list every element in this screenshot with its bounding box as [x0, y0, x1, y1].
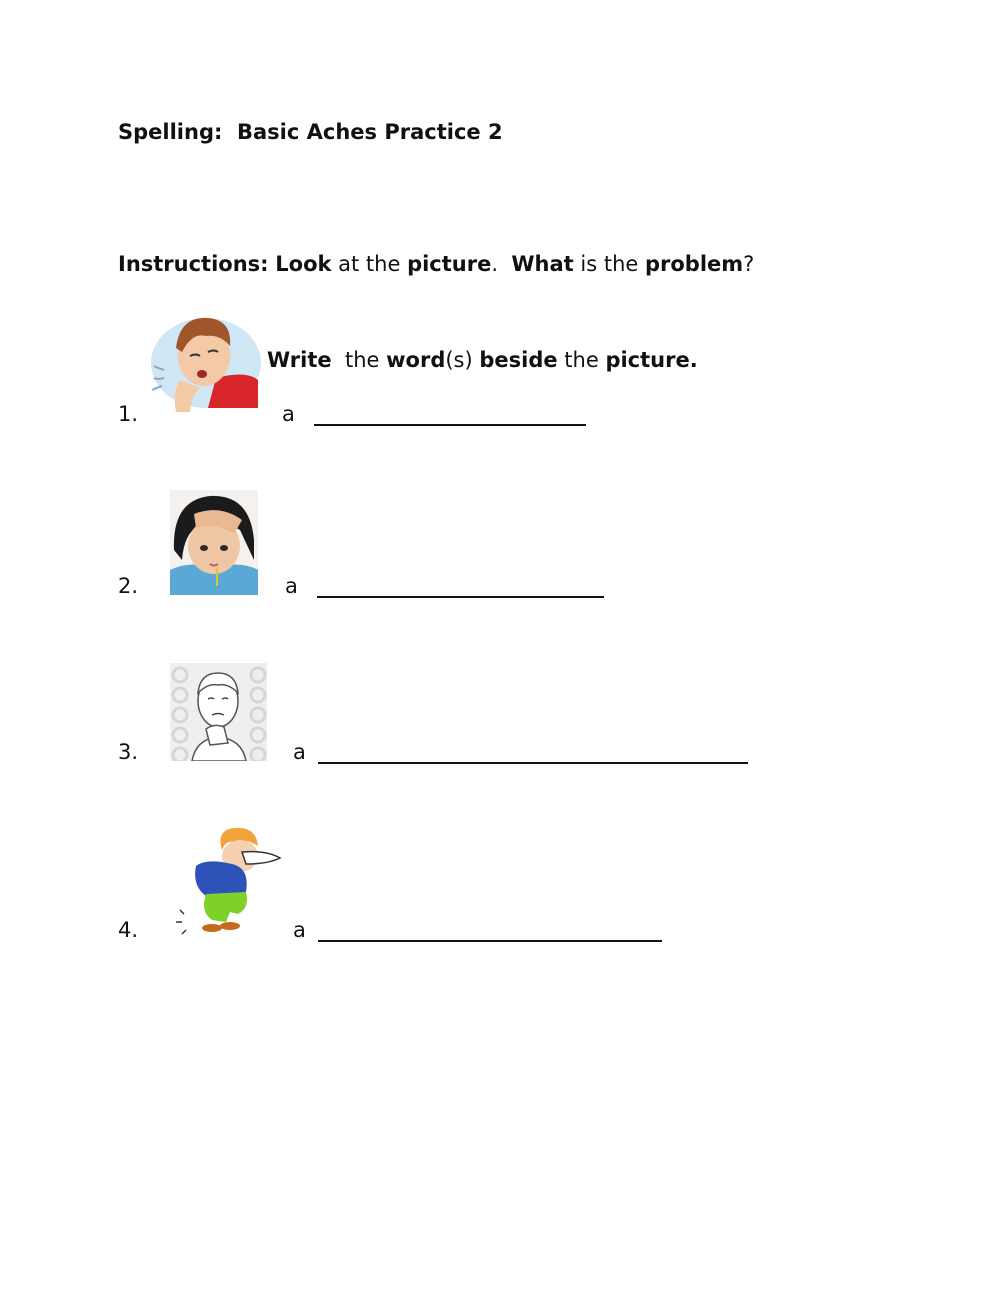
answer-prefix: a [293, 918, 306, 942]
answer-blank[interactable] [317, 596, 604, 598]
instr-line2-seg: word [386, 348, 446, 372]
instr-line2-seg: beside [479, 348, 558, 372]
instructions-line-1 [118, 248, 754, 280]
question-number: 1. [118, 402, 139, 426]
instr-line1-seg: . [491, 252, 512, 276]
answer-prefix: a [293, 740, 306, 764]
worksheet-title: Spelling: Basic Aches Practice 2 [118, 120, 503, 144]
instr-line1-seg: is the [573, 252, 645, 276]
headache-girl-icon [170, 490, 258, 595]
instructions-label: Instructions: [118, 252, 269, 276]
instr-line1-seg: ? [743, 252, 755, 276]
instr-line1-seg: problem [644, 252, 744, 276]
answer-prefix: a [282, 402, 295, 426]
answer-prefix: a [285, 574, 298, 598]
answer-blank[interactable] [314, 424, 586, 426]
instr-line1-seg: picture [407, 252, 492, 276]
answer-blank[interactable] [318, 940, 662, 942]
answer-blank[interactable] [318, 762, 748, 764]
instr-line2-seg: Write [267, 348, 332, 372]
instr-line1-seg: at the [331, 252, 408, 276]
question-number: 4. [118, 918, 139, 942]
question-number: 3. [118, 740, 139, 764]
instr-line2-seg: the [557, 348, 606, 372]
instr-line2-seg: picture. [605, 348, 698, 372]
instr-line1-seg: Look [275, 252, 332, 276]
sneezing-boy-icon [176, 822, 284, 936]
sore-throat-person-icon [170, 663, 267, 761]
instr-line2-seg: the [331, 348, 387, 372]
coughing-boy-icon [146, 308, 261, 422]
instr-line1-seg: What [511, 252, 574, 276]
instr-line2-seg: (s) [445, 348, 480, 372]
question-number: 2. [118, 574, 139, 598]
